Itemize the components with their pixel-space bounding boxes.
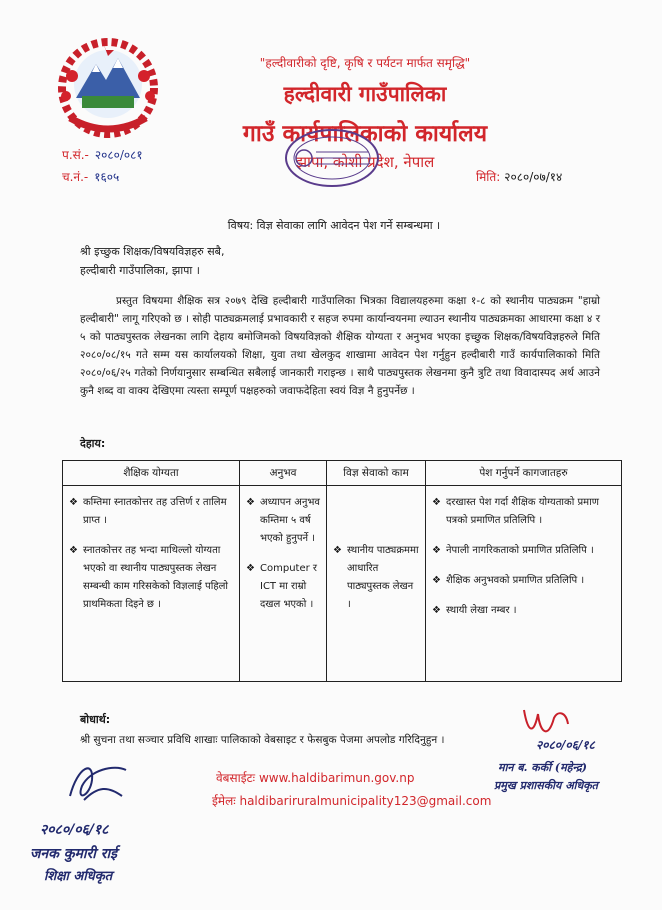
list-item: ❖ शैक्षिक अनुभवको प्रमाणित प्रतिलिपि ।	[432, 572, 615, 590]
documents-cell	[426, 486, 622, 682]
letter-date	[476, 168, 562, 185]
cc-label: बोधार्थ:	[80, 713, 111, 726]
cn-label: च.नं.-	[62, 170, 89, 184]
date-label: मिति:	[476, 170, 501, 184]
dehay-label: देहाय:	[80, 437, 106, 450]
email-line	[212, 792, 512, 809]
right-signature-title: प्रमुख प्रशासकीय अधिकृत	[494, 779, 598, 792]
left-signature-date: २०८०/०६/१८	[40, 822, 109, 838]
slogan: "हल्दीवारीको दृष्टि, कृषि र पर्यटन मार्फत समृद्धि"	[259, 56, 471, 70]
column-header: पेश गर्नुपर्ने कागजातहरु	[426, 461, 622, 486]
list-item: ❖ स्नातकोत्तर तह भन्दा माथिल्लो योग्यता भएको वा स्थानीय पाठ्यपुस्तक लेखन सम्बन्धी काम गरिसकेको विज्ञलाई पहिलो प्राथमिकता दिइने छ ।	[69, 542, 233, 614]
column-header: अनुभव	[240, 461, 327, 486]
ps-label: प.सं.-	[62, 148, 89, 162]
list-item: ❖ कम्तिमा स्नातकोत्तर तह उत्तिर्ण र तालिम प्राप्त ।	[69, 494, 233, 530]
date-value: २०८०/०७/१४	[504, 170, 563, 184]
email-link[interactable]: haldibariruralmunicipality123@gmail.com	[239, 794, 492, 808]
list-item: ❖ नेपाली नागरिकताको प्रमाणित प्रतिलिपि ।	[432, 542, 615, 560]
office-seal-stamp	[282, 126, 382, 190]
bullet-icon: ❖	[333, 544, 342, 556]
recipient-line: श्री इच्छुक शिक्षक/विषयविज्ञहरु सबै,	[80, 245, 225, 258]
requirements-table	[62, 460, 622, 682]
list-item: ❖ दरखास्त पेश गर्दा शैक्षिक योग्यताको प्रमाण पत्रको प्रमाणित प्रतिलिपि ।	[432, 494, 615, 530]
left-signature-title: शिक्षा अधिकृत	[44, 869, 113, 884]
cn-value: १६०५	[94, 170, 120, 184]
ps-value: २०८०/०८१	[94, 148, 143, 162]
website-line	[216, 769, 516, 786]
website-label: वेबसाईटः	[216, 771, 256, 785]
recipient-block	[80, 242, 224, 280]
right-signature-name: मान ब. कर्की (महेन्द्र)	[498, 761, 587, 774]
letter-body: प्रस्तुत विषयमा शैक्षिक सत्र २०७९ देखि हल्दीबारी गाउँपालिका भित्रका विद्यालयहरुमा कक्षा १-८ को स्थानीय पाठ्यक्रम "हाम्रो हल्दीबारी" लागू गरिएको छ । सोही पाठ्यक्रमलाई प्रभावकारी र सहज रुपमा कार्यान्वयनमा ल्याउन स्थानीय पाठ्यक्रमका आधारमा कक्षा ४ र ५ को पाठ्यपुस्तक लेखनका लागि देहाय बमोजिमको विषयविज्ञको शैक्षिक योग्यता र अनुभव भएका इच्छुक शिक्षक/विषयविज्ञहरुले मिति २०८०/०८/१५ गते सम्म यस कार्यालयको शिक्षा, युवा तथा खेलकुद शाखामा आवेदन पेश गर्नुहुन हल्दीबारी गाउँ कार्यपालिकाको मिति २०८०/०६/२५ गतेको निर्णयानुसार सम्बन्धित सबैलाई जानकारी गराइन्छ । साथै पाठ्यपुस्तक लेखनमा कुनै त्रुटि तथा विवादास्पद अर्थ आउने कुनै शब्द वा वाक्य देखिएमा त्यस्ता सम्पूर्ण पक्षहरुको जवाफदेहिता स्वयं विज्ञ नै हुनुपर्नेछ ।	[80, 295, 600, 397]
experience-cell	[240, 486, 327, 682]
column-header: शैक्षिक योग्यता	[63, 461, 240, 486]
reference-number	[62, 146, 143, 163]
bullet-icon: ❖	[432, 545, 441, 556]
expert-work-cell	[327, 486, 426, 682]
website-link[interactable]: www.haldibarimun.gov.np	[258, 771, 415, 785]
cc-text: श्री सुचना तथा सञ्चार प्रविधि शाखाः पालिकाको वेबसाइट र फेसबुक पेजमा अपलोड गरिदिनुहुन ।	[80, 734, 445, 746]
left-signature-name: जनक कुमारी राई	[30, 846, 117, 862]
list-item: ❖ अध्यापन अनुभव कम्तिमा ५ वर्ष भएको हुनुपर्ने ।	[246, 494, 320, 548]
list-item: ❖ स्थानीय पाठ्यक्रममा आधारित पाठ्यपुस्तक लेखन ।	[333, 542, 419, 614]
email-label: ईमेलः	[212, 794, 236, 808]
bullet-icon: ❖	[69, 497, 78, 508]
bullet-icon: ❖	[432, 605, 441, 616]
table-row	[63, 486, 622, 682]
bullet-icon: ❖	[246, 563, 255, 574]
right-signature-date: २०८०/०६/१८	[536, 738, 595, 752]
left-signature-scribble	[64, 756, 134, 808]
recipient-line: हल्दीबारी गाउँपालिका, झापा ।	[80, 264, 200, 277]
bullet-icon: ❖	[69, 545, 78, 556]
nepal-emblem-logo	[52, 36, 164, 140]
office-address: झापा, कोशी प्रदेश, नेपाल	[295, 153, 435, 171]
list-item: ❖ Computer र ICT मा राम्रो दखल भएको ।	[246, 560, 320, 614]
bullet-icon: ❖	[432, 575, 441, 586]
qualification-cell	[63, 486, 240, 682]
column-header: विज्ञ सेवाको काम	[327, 461, 426, 486]
letter-subject: विषय: विज्ञ सेवाका लागि आवेदन पेश गर्ने सम्बन्धमा ।	[227, 219, 441, 232]
table-header-row	[63, 461, 622, 486]
dispatch-number	[62, 168, 119, 185]
bullet-icon: ❖	[432, 497, 441, 508]
office-name: गाउँ कार्यपालिकाको कार्यालय	[242, 121, 488, 147]
bullet-icon: ❖	[246, 497, 255, 508]
list-item: ❖ स्थायी लेखा नम्बर ।	[432, 602, 615, 620]
municipality-name: हल्दीवारी गाउँपालिका	[283, 82, 447, 106]
